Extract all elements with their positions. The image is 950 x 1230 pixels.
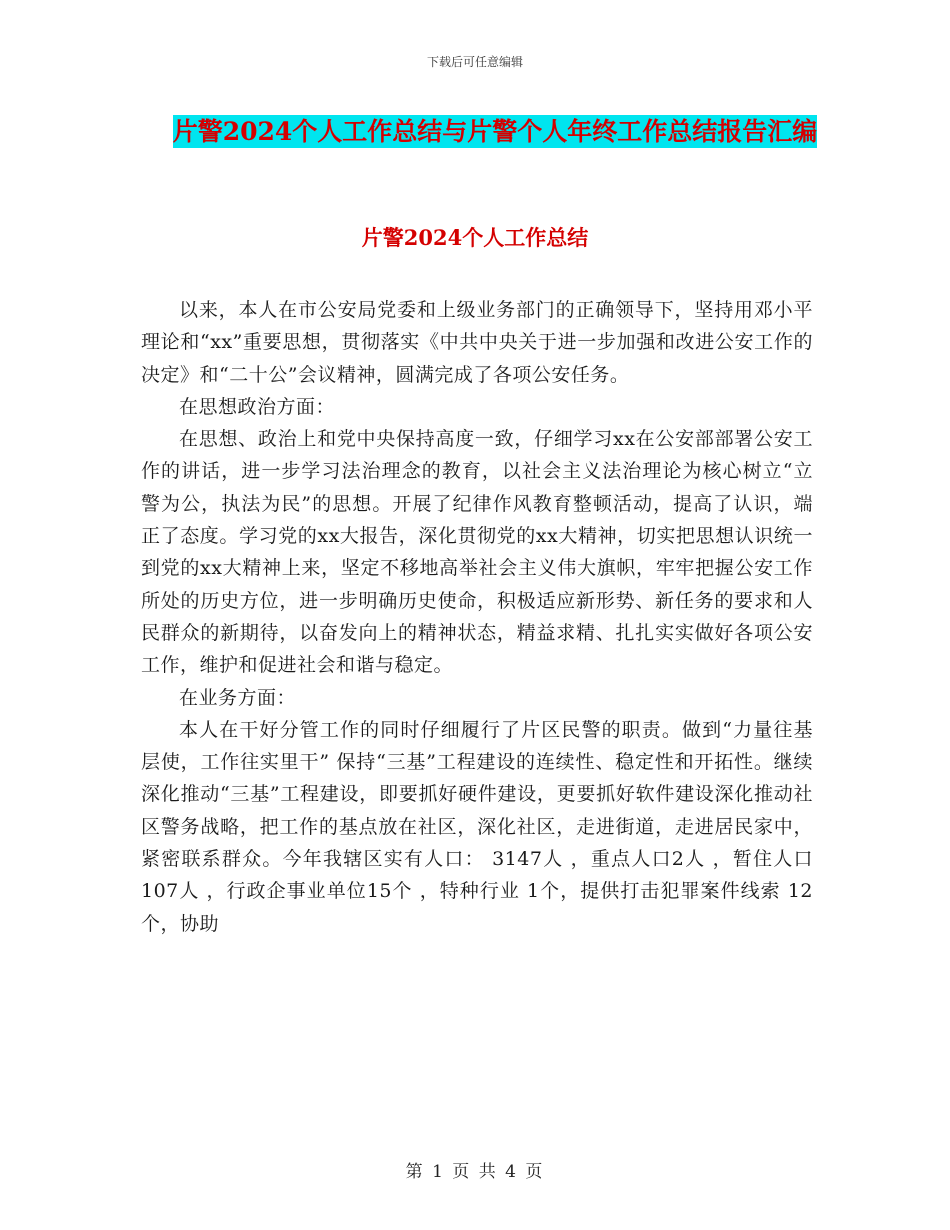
document-title-text: 片警2024个人工作总结与片警个人年终工作总结报告汇编 <box>172 117 818 146</box>
page-number: 第 1 页 共 4 页 <box>405 1162 545 1182</box>
paragraph-heading: 在业务方面： <box>179 686 297 709</box>
paragraph: 在思想、政治上和党中央保持高度一致，仔细学习xx在公安部部署公安工作的讲话，进一步学习法治理念的教育，以社会主义法治理论为核心树立“立警为公，执法为民”的思想。开展了纪律作风教育整顿活动，提高了认识，端正了态度。学习党的xx大报告，深化贯彻党的xx大精神，切实把思想认识统一到党的xx大精神上来，坚定不移地高举社会主义伟大旗帜，牢牢把握公安工作所处的历史方位，进一步明确历史使命，积极适应新形势、新任务的要求和人民群众的新期待，以奋发向上的精神状态，精益求精、扎扎实实做好各项公安工作，维护和促进社会和谐与稳定。 <box>141 428 813 677</box>
page-header-note: 下载后可任意编辑 <box>426 55 523 69</box>
paragraph-heading: 在思想政治方面： <box>179 395 336 418</box>
paragraph: 本人在干好分管工作的同时仔细履行了片区民警的职责。做到“力量往基层使，工作往实里干” 保持“三基”工程建设的连续性、稳定性和开拓性。继续深化推动“三基”工程建设，即要抓好硬件建设，更要抓好软件建设深化推动社区警务战略，把工作的基点放在社区，深化社区，走进街道，走进居民家中，紧密联系群众。今年我辖区实有人口： 3147人 ，重点人口2人 ，暂住人口107人 ，行政企事业单位15个 ，特种行业 1个，提供打击犯罪案件线索 12个，协助 <box>141 718 813 935</box>
document-title <box>140 112 850 152</box>
section-title: 片警2024个人工作总结 <box>361 225 589 250</box>
paragraph: 以来，本人在市公安局党委和上级业务部门的正确领导下，坚持用邓小平理论和“xx”重要思想，贯彻落实《中共中央关于进一步加强和改进公安工作的决定》和“二十公”会议精神，圆满完成了各项公安任务。 <box>141 299 813 386</box>
document-body <box>141 294 813 940</box>
